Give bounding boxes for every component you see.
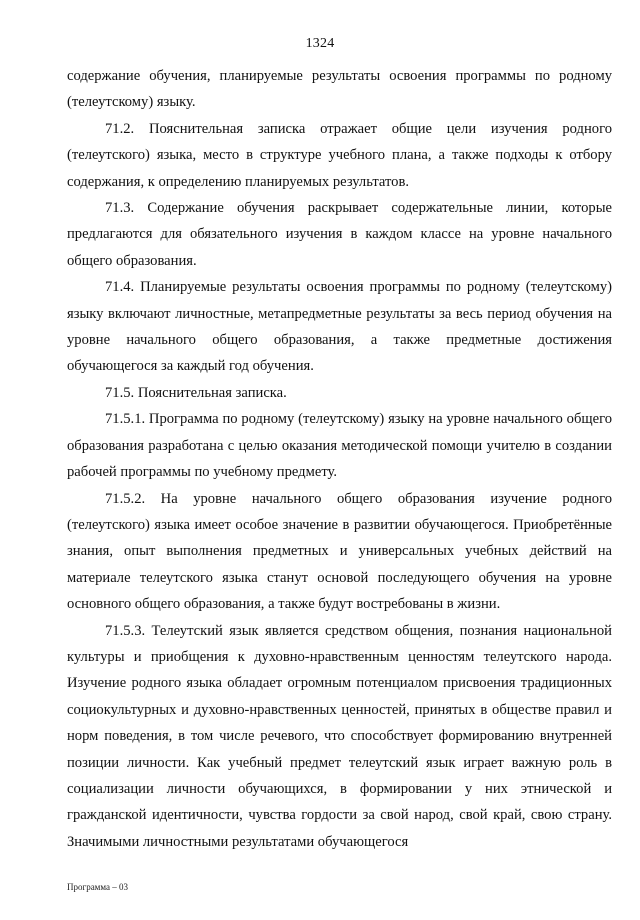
- footer-label: Программа – 03: [67, 882, 129, 892]
- paragraph-71-5-3: 71.5.3. Телеутский язык является средством общения, познания национальной культуры и приобщения к духовно-нравственным ценностям телеутского народа. Изучение родного языка обладает огромным потенциалом присвоения традиционных социокультурных и духовно-нравственных ценностей, принятых в обществе правил и норм поведения, в том числе речевого, что способствует формированию внутренней позиции личности. Как учебный предмет телеутский язык играет важную роль в социализации личности обучающихся, в формировании у них этнической и гражданской идентичности, чувства гордости за свой народ, свой край, свою страну. Значимыми личностными результатами обучающегося: [67, 622, 612, 850]
- paragraph-71-2: 71.2. Пояснительная записка отражает общие цели изучения родного (телеутского) языка, место в структуре учебного плана, а также подходы к отбору содержания, к определению планируемых результатов.: [67, 120, 612, 190]
- paragraph-71-5-1: 71.5.1. Программа по родному (телеутскому) языку на уровне начального общего образования разработана с целью оказания методической помощи учителю в создании рабочей программы по учебному предмету.: [67, 411, 612, 481]
- document-body: [67, 63, 612, 855]
- paragraph-71-3: 71.3. Содержание обучения раскрывает содержательные линии, которые предлагаются для обязательного изучения в каждом классе на уровне начального общего образования.: [67, 200, 612, 269]
- paragraph-71-4: 71.4. Планируемые результаты освоения программы по родному (телеутскому) языку включают личностные, метапредметные результаты за весь период обучения на уровне начального общего образования, а также предметные достижения обучающегося за каждый год обучения.: [67, 279, 612, 375]
- paragraph-71-5: 71.5. Пояснительная записка.: [105, 384, 287, 401]
- paragraph-71-5-2: 71.5.2. На уровне начального общего образования изучение родного (телеутского) языка имеет особое значение в развитии обучающегося. Приобретённые знания, опыт выполнения предметных и универсальных учебных действий на материале телеутского языка станут основой последующего обучения на уровне основного общего образования, а также будут востребованы в жизни.: [67, 490, 612, 613]
- paragraph-continuation: содержание обучения, планируемые результаты освоения программы по родному (телеутскому) языку.: [67, 68, 612, 111]
- page-number: 1324: [305, 36, 335, 51]
